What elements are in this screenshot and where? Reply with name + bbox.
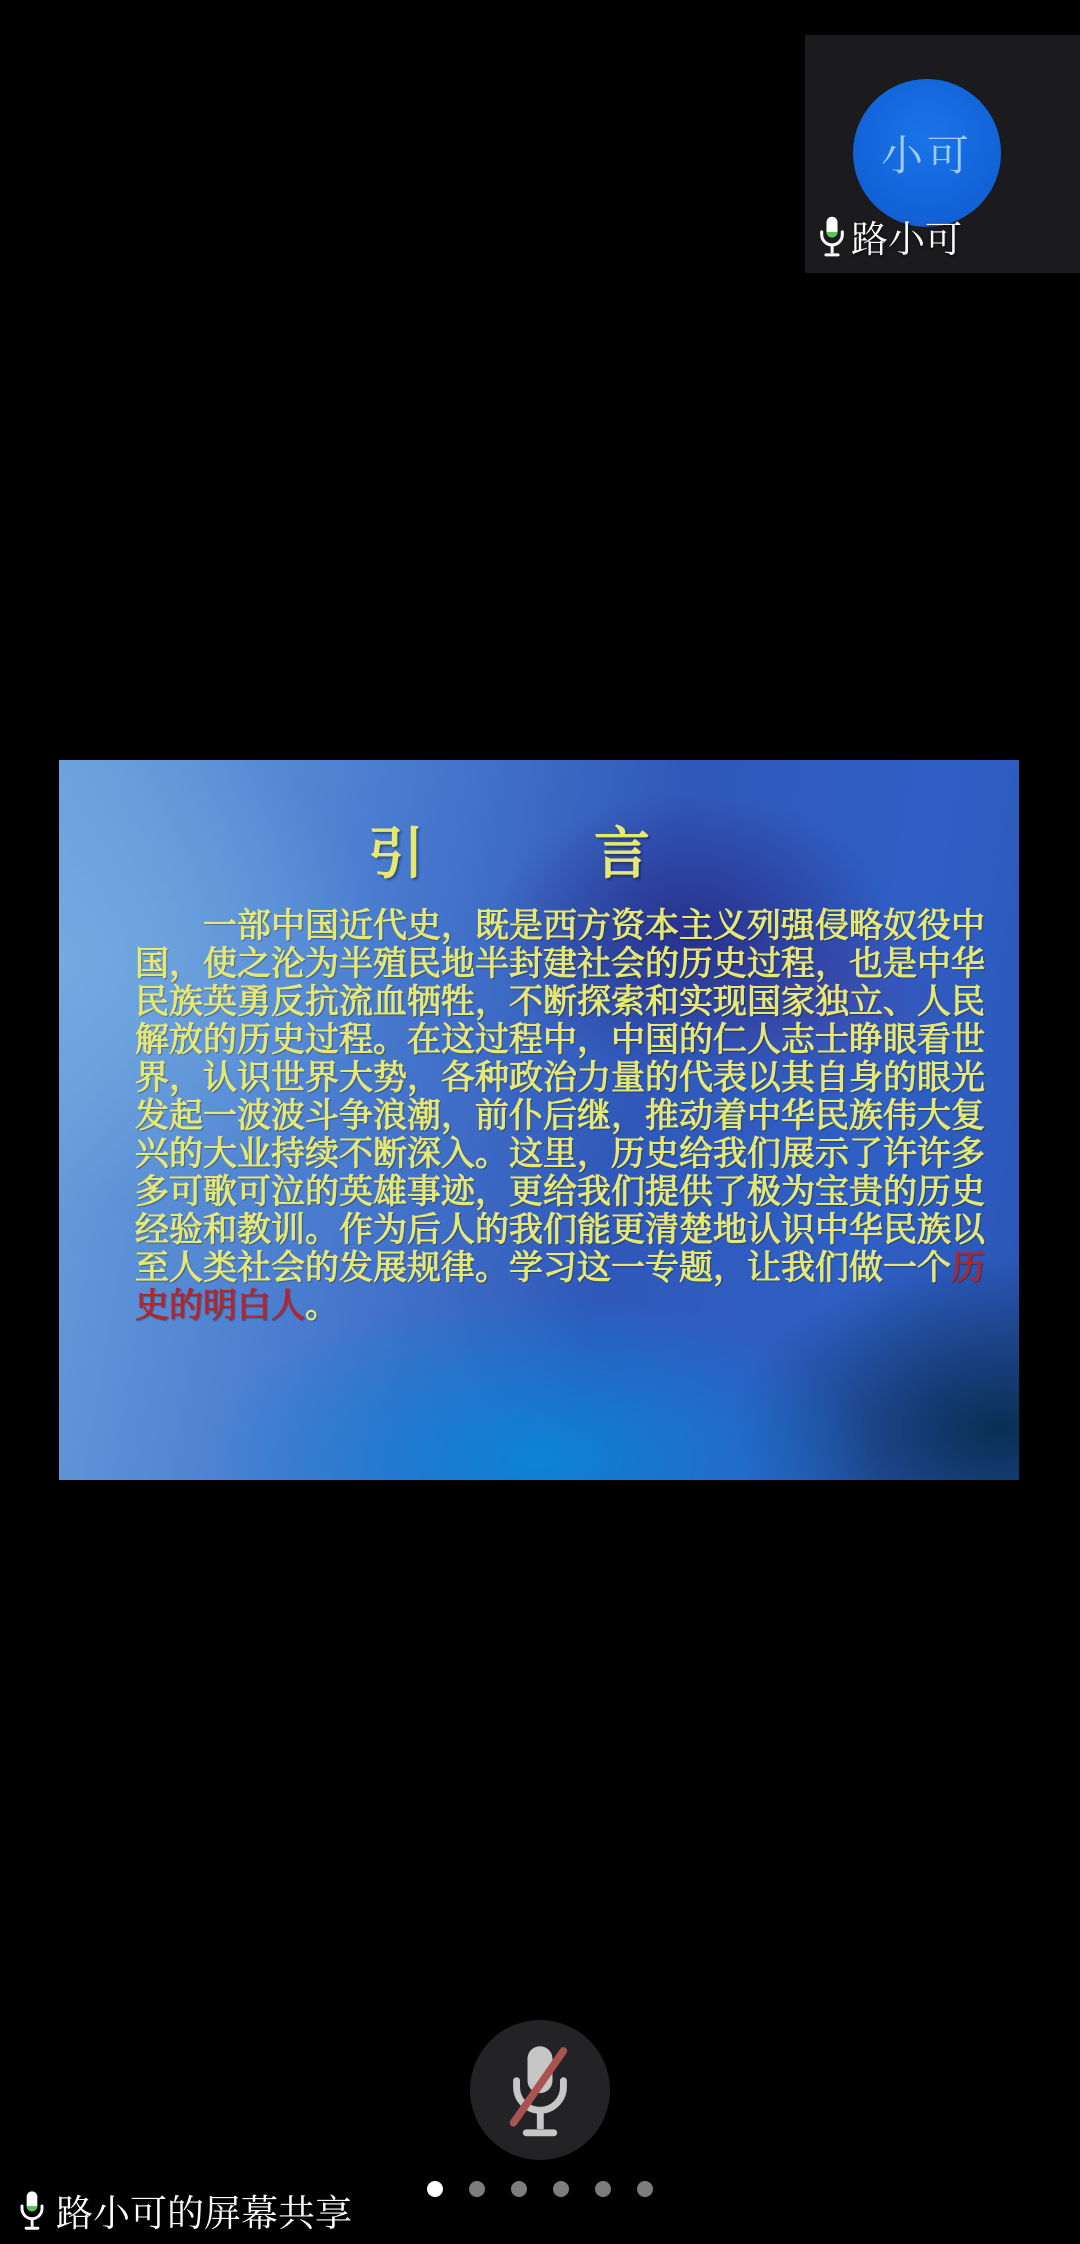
slide-text-line xyxy=(135,1250,985,1288)
slide-text-line: 国，使之沦为半殖民地半封建社会的历史过程，也是中华 xyxy=(135,946,985,983)
slide-text-segment-red: 历 xyxy=(951,1250,985,1287)
slide-text-line: 一部中国近代史，既是西方资本主义列强侵略奴役中 xyxy=(203,908,985,945)
slide-title-char-1: 引 xyxy=(368,824,424,886)
mute-mic-button[interactable] xyxy=(470,2020,610,2160)
slide-body xyxy=(135,908,985,1326)
slide-text-line: 解放的历史过程。在这过程中，中国的仁人志士睁眼看世 xyxy=(135,1022,985,1059)
slide-text-segment: 至人类社会的发展规律。学习这一专题，让我们做一个 xyxy=(135,1250,951,1287)
slide-text-line: 经验和教训。作为后人的我们能更清楚地认识中华民族以 xyxy=(135,1212,985,1249)
slide-text-line: 发起一波波斗争浪潮，前仆后继，推动着中华民族伟大复 xyxy=(135,1098,985,1135)
avatar xyxy=(853,79,1001,227)
pagination-dots[interactable] xyxy=(427,2181,653,2197)
slide-text-line: 界，认识世界大势，各种政治力量的代表以其自身的眼光 xyxy=(135,1060,985,1097)
slide-text-line xyxy=(135,1288,959,1326)
page-dot xyxy=(427,2181,443,2197)
page-dot xyxy=(469,2181,485,2197)
mic-muted-icon xyxy=(501,2040,579,2140)
page-dot xyxy=(553,2181,569,2197)
slide-text-segment-red: 史的明白人 xyxy=(135,1288,305,1325)
slide-text-segment: 。 xyxy=(305,1288,339,1325)
participant-tile[interactable] xyxy=(805,35,1080,273)
mic-icon xyxy=(815,214,849,258)
screen-share-status xyxy=(16,2183,352,2237)
participant-name-row xyxy=(815,209,962,263)
slide-title xyxy=(29,810,989,890)
shared-screen-slide xyxy=(59,760,1019,1480)
screen-share-label: 路小可的屏幕共享 xyxy=(56,2193,352,2234)
page-dot xyxy=(595,2181,611,2197)
page-dot xyxy=(511,2181,527,2197)
slide-text-line: 多可歌可泣的英雄事迹，更给我们提供了极为宝贵的历史 xyxy=(135,1174,985,1211)
participant-name: 路小可 xyxy=(851,219,962,260)
mic-icon xyxy=(16,2187,48,2233)
slide-text-line: 兴的大业持续不断深入。这里，历史给我们展示了许许多 xyxy=(135,1136,985,1173)
slide-text-line: 民族英勇反抗流血牺牲，不断探索和实现国家独立、人民 xyxy=(135,984,985,1021)
slide-title-char-2: 言 xyxy=(594,824,650,886)
page-dot xyxy=(637,2181,653,2197)
avatar-label: 小可 xyxy=(880,132,973,179)
